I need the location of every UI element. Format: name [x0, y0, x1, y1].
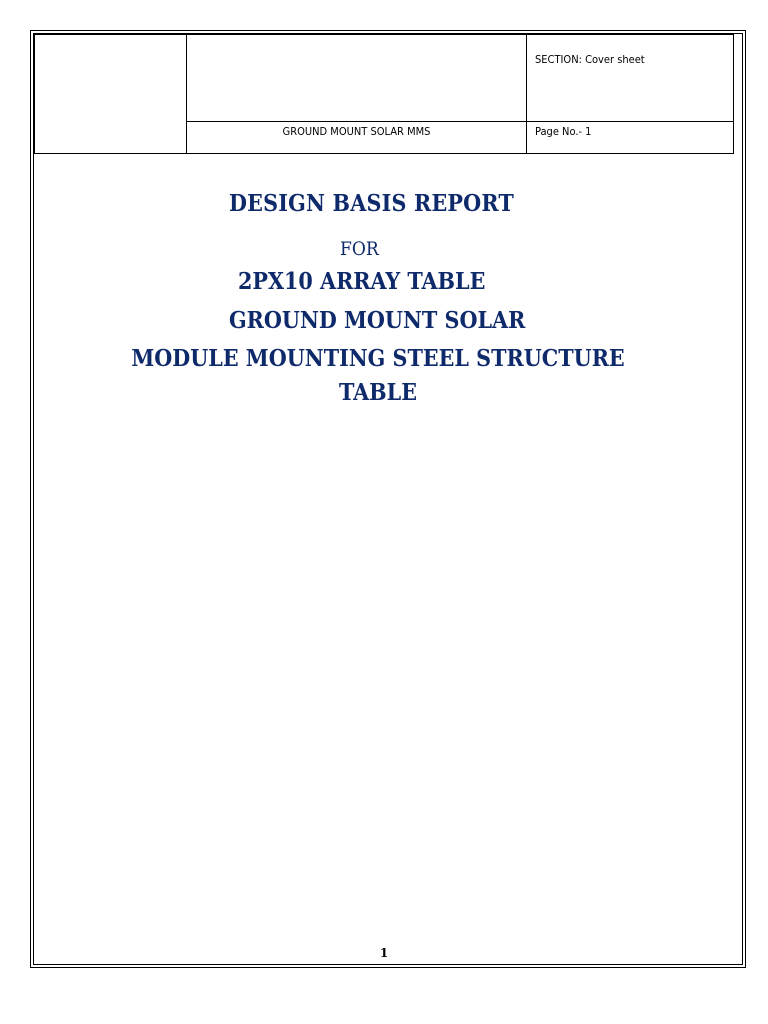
- report-title-for: FOR: [340, 238, 379, 260]
- section-label: SECTION: Cover sheet: [527, 35, 734, 122]
- report-title-array: 2PX10 ARRAY TABLE: [238, 268, 486, 295]
- header-blank-cell: [187, 35, 527, 122]
- report-title-structure: [34, 342, 734, 410]
- logo-cell: [35, 35, 187, 154]
- page-no-label: Page No.- 1: [527, 121, 734, 153]
- page-inner-border: [33, 33, 743, 965]
- report-title: DESIGN BASIS REPORT: [229, 190, 514, 217]
- footer-page-number: 1: [379, 946, 389, 960]
- report-title-ground-mount: GROUND MOUNT SOLAR: [229, 307, 526, 334]
- report-title-structure-line1: MODULE MOUNTING STEEL STRUCTURE: [131, 345, 625, 372]
- project-label: GROUND MOUNT SOLAR MMS: [187, 121, 527, 153]
- header-table: [34, 34, 734, 154]
- report-title-structure-line2: TABLE: [338, 379, 417, 406]
